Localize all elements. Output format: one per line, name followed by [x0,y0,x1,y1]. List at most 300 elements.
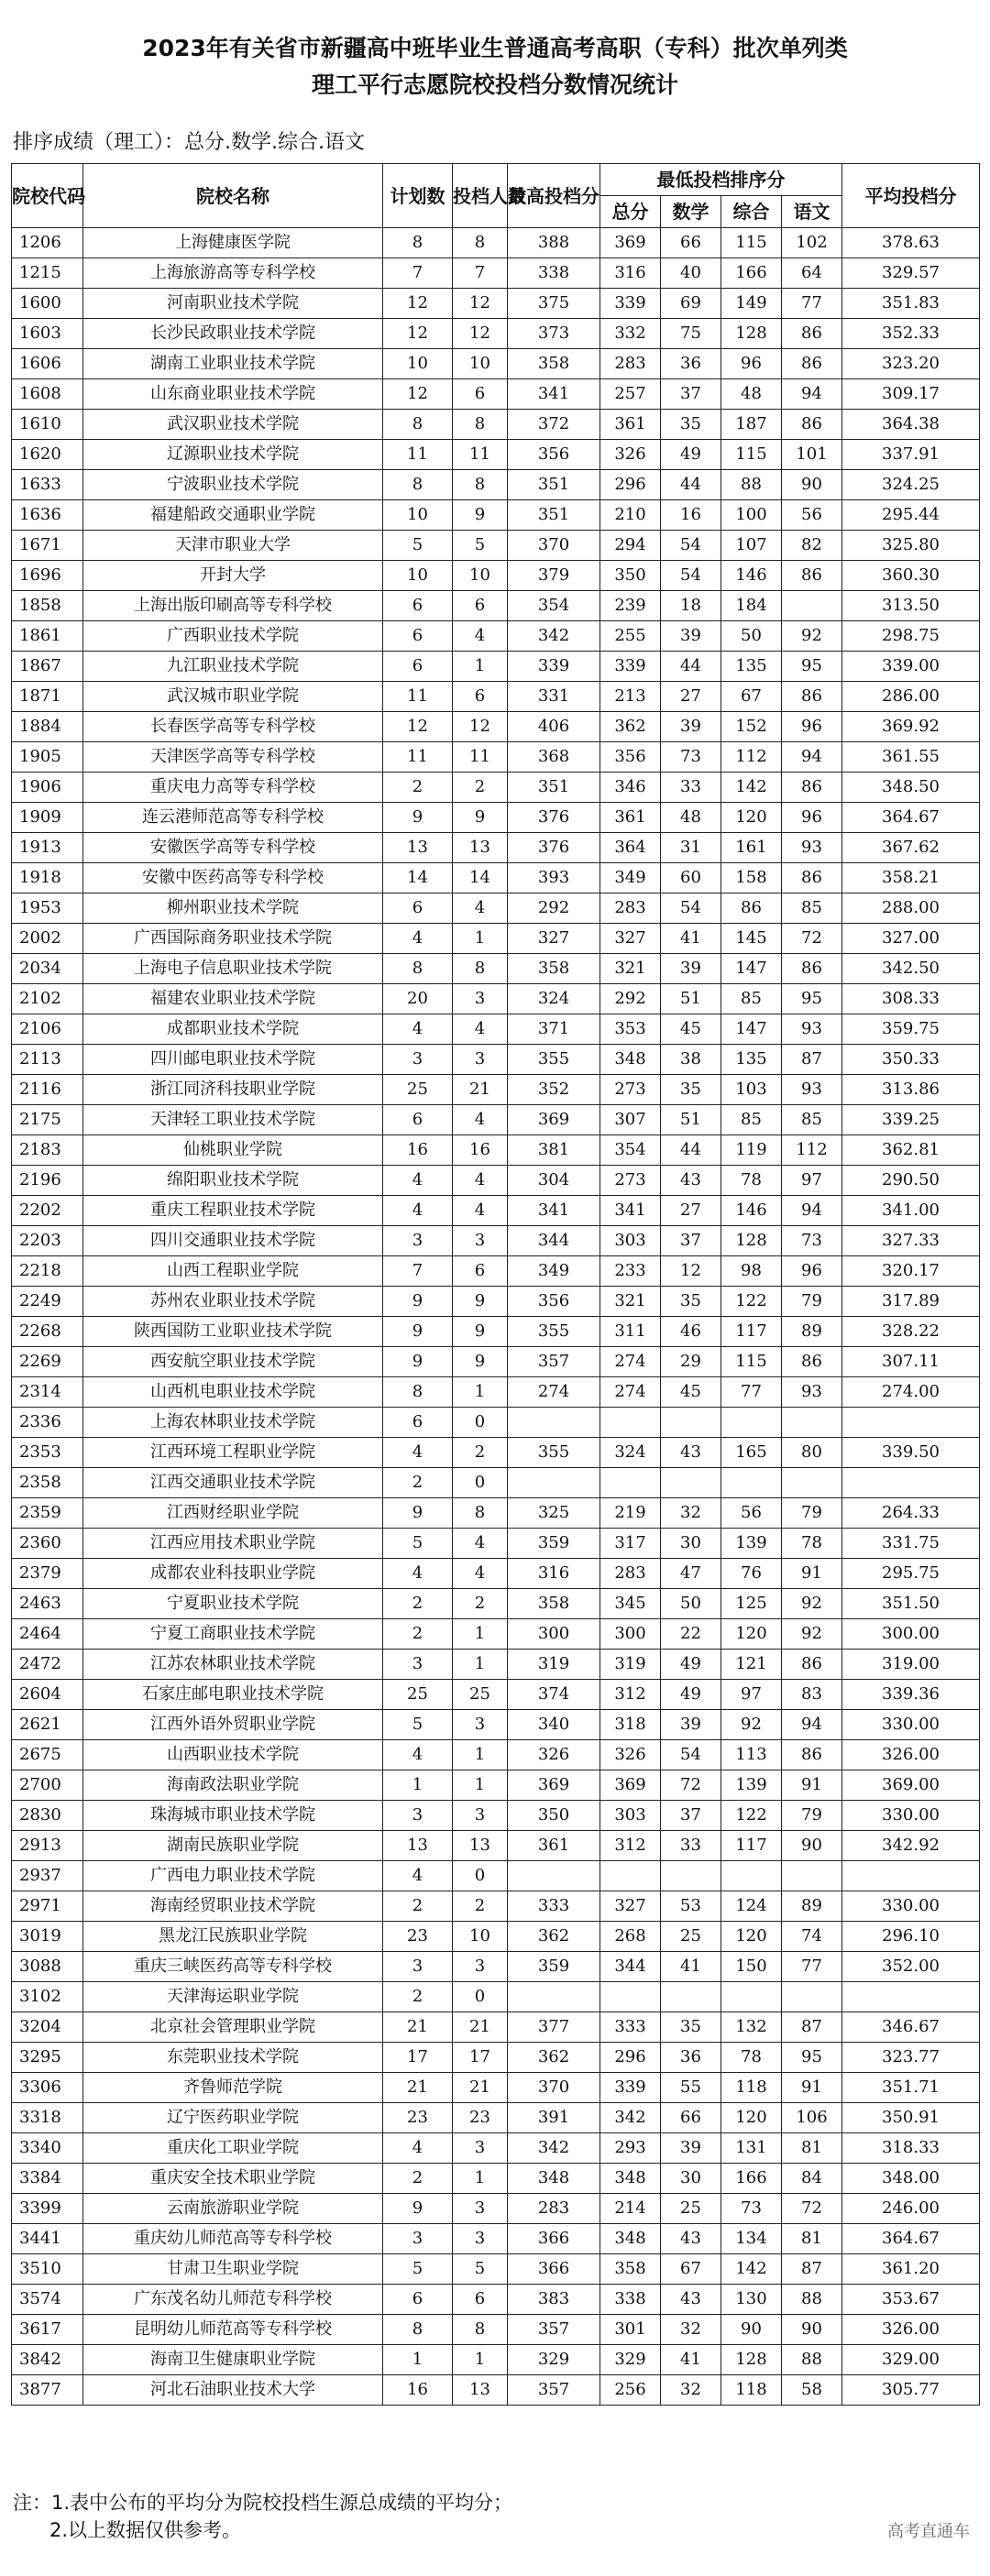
cell-total: 341 [600,1196,661,1226]
cell-avg: 351.71 [842,2073,980,2103]
cell-school-name: 山东商业职业技术学院 [83,379,383,410]
cell-avg: 342.50 [842,954,980,984]
cell-math: 66 [661,2103,721,2133]
cell-plan: 25 [383,1680,453,1710]
cell-school-name: 柳州职业技术学院 [83,893,383,924]
cell-total: 361 [600,803,661,833]
table-row [12,289,980,319]
cell-chinese: 79 [782,1287,842,1317]
cell-code: 2700 [12,1770,83,1801]
cell-chinese: 89 [782,1891,842,1922]
cell-total: 307 [600,1105,661,1135]
cell-school-name: 河北石油职业技术大学 [83,2375,383,2406]
cell-code: 3318 [12,2103,83,2133]
cell-math: 50 [661,1589,721,1619]
cell-chinese [782,1408,842,1438]
cell-total: 274 [600,1347,661,1377]
table-row [12,319,980,349]
cell-avg: 339.50 [842,1438,980,1468]
cell-avg: 351.50 [842,1589,980,1619]
cell-total: 210 [600,500,661,531]
table-row [12,2224,980,2254]
cell-plan: 8 [383,1377,453,1408]
header-avg: 平均投档分 [842,164,980,228]
cell-avg: 369.00 [842,1770,980,1801]
cell-code: 3842 [12,2345,83,2375]
cell-school-name: 昆明幼儿师范高等专科学校 [83,2315,383,2345]
cell-plan: 8 [383,470,453,500]
cell-school-name: 天津海运职业学院 [83,1982,383,2012]
cell-max: 371 [508,1014,600,1045]
cell-chinese: 86 [782,561,842,591]
cell-school-name: 长沙民政职业技术学院 [83,319,383,349]
cell-comp: 166 [721,2164,782,2194]
cell-admitted: 1 [453,1650,508,1680]
cell-total: 292 [600,984,661,1014]
cell-math: 48 [661,803,721,833]
cell-avg: 330.00 [842,1710,980,1740]
cell-school-name: 广东茂名幼儿师范专科学校 [83,2285,383,2315]
cell-code: 2034 [12,954,83,984]
cell-school-name: 东莞职业技术学院 [83,2043,383,2073]
cell-code: 2675 [12,1740,83,1770]
cell-code: 2116 [12,1075,83,1105]
cell-math: 51 [661,984,721,1014]
cell-school-name: 辽源职业技术学院 [83,440,383,470]
cell-comp: 161 [721,833,782,863]
cell-comp: 120 [721,1922,782,1952]
cell-code: 2202 [12,1196,83,1226]
cell-admitted: 16 [453,1135,508,1166]
cell-avg: 330.00 [842,1801,980,1831]
cell-total: 312 [600,1680,661,1710]
header-total: 总分 [600,196,661,228]
cell-comp: 113 [721,1740,782,1770]
cell-math: 49 [661,1650,721,1680]
cell-admitted: 3 [453,2133,508,2164]
cell-school-name: 云南旅游职业学院 [83,2194,383,2224]
cell-max: 358 [508,1589,600,1619]
cell-avg [842,1408,980,1438]
cell-school-name: 河南职业技术学院 [83,289,383,319]
cell-comp: 56 [721,1498,782,1529]
cell-code: 2971 [12,1891,83,1922]
cell-plan: 6 [383,2285,453,2315]
cell-admitted: 3 [453,1710,508,1740]
cell-comp: 147 [721,1014,782,1045]
cell-school-name: 广西电力职业技术学院 [83,1861,383,1891]
cell-comp: 118 [721,2073,782,2103]
cell-admitted: 21 [453,2073,508,2103]
cell-comp: 96 [721,349,782,379]
table-row [12,803,980,833]
cell-admitted: 13 [453,833,508,863]
cell-comp: 158 [721,863,782,893]
cell-total [600,1982,661,2012]
cell-chinese: 94 [782,1196,842,1226]
cell-plan: 12 [383,379,453,410]
cell-max: 376 [508,803,600,833]
cell-plan: 9 [383,2194,453,2224]
cell-math: 46 [661,1317,721,1347]
table-row [12,1045,980,1075]
cell-avg: 317.89 [842,1287,980,1317]
cell-code: 3340 [12,2133,83,2164]
cell-plan: 4 [383,2133,453,2164]
cell-plan: 9 [383,1498,453,1529]
header-code: 院校代码 [12,164,83,228]
table-row [12,2375,980,2406]
cell-total: 344 [600,1952,661,1982]
table-row [12,1740,980,1770]
cell-school-name: 连云港师范高等专科学校 [83,803,383,833]
cell-avg: 348.00 [842,2164,980,2194]
cell-code: 1918 [12,863,83,893]
cell-total: 348 [600,2224,661,2254]
cell-total [600,1468,661,1498]
table-row [12,591,980,621]
cell-comp: 119 [721,1135,782,1166]
cell-math: 66 [661,228,721,258]
table-row [12,1014,980,1045]
cell-code: 2249 [12,1287,83,1317]
cell-math [661,1468,721,1498]
cell-admitted: 12 [453,712,508,742]
cell-admitted: 4 [453,1559,508,1589]
cell-school-name: 浙江同济科技职业学院 [83,1075,383,1105]
cell-avg: 327.00 [842,924,980,954]
table-row [12,1650,980,1680]
cell-comp: 118 [721,2375,782,2406]
cell-total: 326 [600,1740,661,1770]
cell-school-name: 江西财经职业学院 [83,1498,383,1529]
table-row [12,1710,980,1740]
cell-comp: 121 [721,1650,782,1680]
cell-admitted: 8 [453,470,508,500]
note-1: 注：1.表中公布的平均分为院校投档生源总成绩的平均分； [13,2492,513,2514]
cell-math: 47 [661,1559,721,1589]
header-name: 院校名称 [83,164,383,228]
cell-plan: 12 [383,289,453,319]
cell-comp: 115 [721,1347,782,1377]
cell-max: 354 [508,591,600,621]
cell-total: 369 [600,1770,661,1801]
cell-chinese: 90 [782,2315,842,2345]
table-row [12,954,980,984]
cell-math: 33 [661,1831,721,1861]
cell-avg: 323.20 [842,349,980,379]
cell-comp: 124 [721,1891,782,1922]
cell-school-name: 辽宁医药职业学院 [83,2103,383,2133]
cell-chinese: 81 [782,2224,842,2254]
table-row [12,2133,980,2164]
cell-school-name: 齐鲁师范学院 [83,2073,383,2103]
cell-avg: 305.77 [842,2375,980,2406]
cell-math: 51 [661,1105,721,1135]
cell-code: 2106 [12,1014,83,1045]
cell-chinese: 77 [782,1952,842,1982]
table-row [12,1196,980,1226]
cell-code: 1215 [12,258,83,289]
cell-avg [842,1861,980,1891]
cell-plan: 23 [383,2103,453,2133]
cell-max: 366 [508,2224,600,2254]
cell-math [661,1982,721,2012]
cell-school-name: 海南经贸职业技术学院 [83,1891,383,1922]
cell-chinese: 93 [782,1377,842,1408]
cell-total: 316 [600,258,661,289]
cell-max: 376 [508,833,600,863]
cell-max: 358 [508,349,600,379]
cell-plan: 13 [383,1831,453,1861]
cell-math: 54 [661,561,721,591]
cell-plan: 21 [383,2073,453,2103]
cell-admitted: 3 [453,1226,508,1256]
header-plan: 计划数 [383,164,453,228]
cell-comp: 149 [721,289,782,319]
table-row [12,924,980,954]
note-2: 2.以上数据仅供参考。 [50,2519,242,2541]
cell-comp: 86 [721,893,782,924]
cell-comp: 120 [721,2103,782,2133]
cell-school-name: 仙桃职业学院 [83,1135,383,1166]
cell-chinese: 86 [782,410,842,440]
cell-math: 60 [661,863,721,893]
cell-admitted: 4 [453,893,508,924]
cell-math: 25 [661,2194,721,2224]
cell-chinese: 94 [782,379,842,410]
cell-max: 366 [508,2254,600,2285]
cell-avg: 298.75 [842,621,980,652]
cell-chinese: 106 [782,2103,842,2133]
cell-comp: 92 [721,1710,782,1740]
cell-comp: 90 [721,2315,782,2345]
cell-comp: 142 [721,2254,782,2285]
cell-chinese [782,1468,842,1498]
cell-plan: 4 [383,1438,453,1468]
cell-chinese: 86 [782,319,842,349]
cell-school-name: 福建船政交通职业学院 [83,500,383,531]
table-row [12,258,980,289]
cell-total: 327 [600,924,661,954]
cell-school-name: 上海健康医学院 [83,228,383,258]
cell-max: 283 [508,2194,600,2224]
cell-admitted: 12 [453,289,508,319]
cell-total: 239 [600,591,661,621]
cell-math: 72 [661,1770,721,1801]
cell-plan: 11 [383,682,453,712]
table-body [12,228,980,2406]
title-line-2: 理工平行志愿院校投档分数情况统计 [311,71,678,98]
cell-avg: 318.33 [842,2133,980,2164]
cell-max: 355 [508,1045,600,1075]
cell-total: 329 [600,2345,661,2375]
cell-max: 319 [508,1650,600,1680]
cell-plan: 9 [383,1287,453,1317]
cell-comp: 128 [721,319,782,349]
cell-comp: 100 [721,500,782,531]
cell-admitted: 4 [453,621,508,652]
cell-chinese [782,591,842,621]
cell-plan: 7 [383,1256,453,1287]
cell-chinese: 95 [782,652,842,682]
cell-avg: 290.50 [842,1166,980,1196]
cell-max: 381 [508,1135,600,1166]
cell-comp: 132 [721,2012,782,2043]
cell-max: 344 [508,1226,600,1256]
cell-admitted: 1 [453,1619,508,1650]
cell-max: 406 [508,712,600,742]
cell-max: 326 [508,1740,600,1770]
cell-plan: 4 [383,1740,453,1770]
cell-school-name: 甘肃卫生职业学院 [83,2254,383,2285]
cell-admitted: 3 [453,2224,508,2254]
cell-code: 1633 [12,470,83,500]
cell-plan: 5 [383,531,453,561]
header-admitted: 投档人数 [453,164,508,228]
cell-comp: 128 [721,2345,782,2375]
cell-code: 3204 [12,2012,83,2043]
cell-math: 37 [661,1226,721,1256]
cell-plan: 23 [383,1922,453,1952]
cell-school-name: 山西工程职业学院 [83,1256,383,1287]
cell-plan: 8 [383,410,453,440]
cell-plan: 2 [383,773,453,803]
cell-comp: 147 [721,954,782,984]
cell-math: 75 [661,319,721,349]
cell-plan: 4 [383,1861,453,1891]
table-row [12,1529,980,1559]
cell-code: 2113 [12,1045,83,1075]
cell-avg: 346.67 [842,2012,980,2043]
cell-plan: 1 [383,1770,453,1801]
cell-max: 370 [508,2073,600,2103]
cell-code: 2830 [12,1801,83,1831]
cell-admitted: 3 [453,1801,508,1831]
cell-total: 333 [600,2012,661,2043]
cell-code: 1603 [12,319,83,349]
cell-max: 373 [508,319,600,349]
cell-chinese: 86 [782,1650,842,1680]
cell-chinese: 83 [782,1680,842,1710]
table-row [12,2043,980,2073]
cell-math: 49 [661,1680,721,1710]
cell-avg: 326.00 [842,1740,980,1770]
cell-chinese: 86 [782,1347,842,1377]
cell-chinese: 87 [782,2254,842,2285]
cell-code: 2218 [12,1256,83,1287]
cell-max: 333 [508,1891,600,1922]
header-math: 数学 [661,196,721,228]
cell-max [508,1982,600,2012]
table-row [12,1982,980,2012]
cell-avg: 264.33 [842,1498,980,1529]
cell-plan: 2 [383,2164,453,2194]
cell-school-name: 天津市职业大学 [83,531,383,561]
cell-total: 318 [600,1710,661,1740]
cell-total: 350 [600,561,661,591]
cell-plan: 10 [383,500,453,531]
cell-admitted: 14 [453,863,508,893]
cell-admitted: 1 [453,2345,508,2375]
cell-code: 3441 [12,2224,83,2254]
table-row [12,1680,980,1710]
cell-school-name: 武汉城市职业学院 [83,682,383,712]
cell-comp: 152 [721,712,782,742]
cell-admitted: 8 [453,2315,508,2345]
cell-school-name: 江西外语外贸职业学院 [83,1710,383,1740]
cell-school-name: 广西职业技术学院 [83,621,383,652]
cell-comp: 166 [721,258,782,289]
cell-max: 351 [508,470,600,500]
table-row [12,833,980,863]
cell-admitted: 13 [453,2375,508,2406]
cell-total: 339 [600,289,661,319]
cell-school-name: 安徽医学高等专科学校 [83,833,383,863]
cell-max: 383 [508,2285,600,2315]
cell-max: 352 [508,1075,600,1105]
cell-chinese: 92 [782,621,842,652]
cell-admitted: 7 [453,258,508,289]
table-row [12,1861,980,1891]
cell-chinese: 74 [782,1922,842,1952]
cell-comp: 184 [721,591,782,621]
table-row [12,1589,980,1619]
cell-math [661,1861,721,1891]
cell-comp: 117 [721,1831,782,1861]
header-max: 最高投档分 [508,164,600,228]
cell-total [600,1408,661,1438]
cell-school-name: 长春医学高等专科学校 [83,712,383,742]
cell-total: 257 [600,379,661,410]
cell-school-name: 苏州农业职业技术学院 [83,1287,383,1317]
cell-comp: 122 [721,1287,782,1317]
cell-plan: 10 [383,349,453,379]
cell-max: 329 [508,2345,600,2375]
cell-plan: 4 [383,1559,453,1589]
cell-code: 2379 [12,1559,83,1589]
cell-math: 41 [661,1952,721,1982]
cell-plan: 12 [383,712,453,742]
cell-math: 55 [661,2073,721,2103]
cell-admitted: 11 [453,742,508,773]
cell-chinese: 91 [782,1770,842,1801]
cell-plan: 8 [383,954,453,984]
cell-total: 339 [600,652,661,682]
cell-admitted: 3 [453,2194,508,2224]
cell-admitted: 10 [453,561,508,591]
cell-chinese: 93 [782,833,842,863]
cell-total: 296 [600,2043,661,2073]
cell-math: 73 [661,742,721,773]
cell-avg: 313.50 [842,591,980,621]
table-row [12,1317,980,1347]
cell-total: 358 [600,2254,661,2285]
table-row [12,1952,980,1982]
cell-max: 358 [508,954,600,984]
cell-code: 2358 [12,1468,83,1498]
cell-total: 348 [600,1045,661,1075]
cell-code: 3019 [12,1922,83,1952]
cell-admitted: 5 [453,2254,508,2285]
cell-chinese: 88 [782,2345,842,2375]
cell-max: 362 [508,1922,600,1952]
cell-math: 39 [661,2133,721,2164]
cell-max: 340 [508,1710,600,1740]
cell-plan: 4 [383,1166,453,1196]
cell-avg: 352.00 [842,1952,980,1982]
table-row [12,561,980,591]
